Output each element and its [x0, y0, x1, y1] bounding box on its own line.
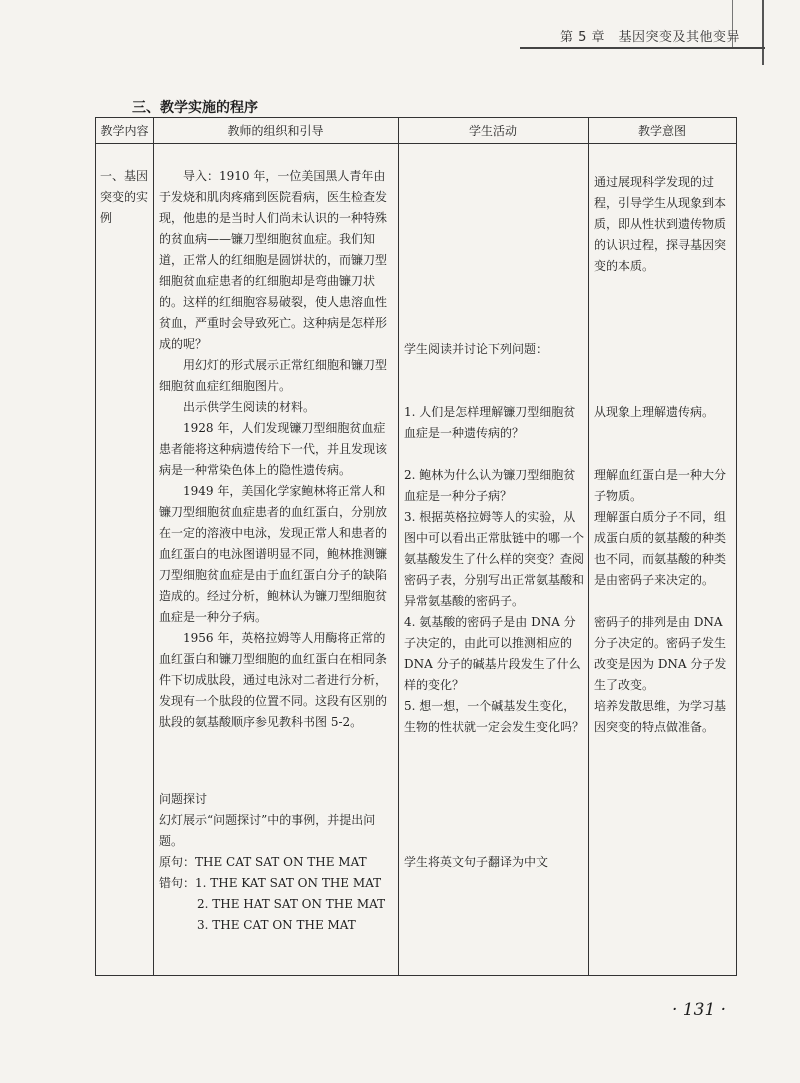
- student-translate: 学生将英文句子翻译为中文: [404, 855, 549, 869]
- intent-5: 密码子的排列是由 DNA 分子决定的。密码子发生改变是因为 DNA 分子发生了改变。: [594, 615, 727, 692]
- probe-description: 幻灯展示“问题探讨”中的事例，并提出问题。: [159, 813, 376, 848]
- teaching-table: [95, 117, 737, 976]
- teacher-slides: 用幻灯的形式展示正常红细胞和镰刀型细胞贫血症红细胞图片。: [159, 358, 388, 393]
- intent-4: 理解蛋白质分子不同，组成蛋白质的氨基酸的种类也不同，而氨基酸的种类是由密码子来决定的。: [594, 510, 727, 587]
- student-q2: 2. 鲍林为什么认为镰刀型细胞贫血症是一种分子病？: [404, 468, 576, 503]
- teacher-1956: 1956 年，英格拉姆等人用酶将正常的血红蛋白和镰刀型细胞的血红蛋白在相同条件下切成肽段，通过电泳对二者进行分析，发现有一个肽段的位置不同。这段有区别的肽段的氨基酸顺序参见教科书图 5-2。: [159, 631, 388, 729]
- teacher-intro: 导入：1910 年，一位美国黑人青年由于发烧和肌肉疼痛到医院看病，医生检查发现，他患的是当时人们尚未认识的一种特殊的贫血病——镰刀型细胞贫血症。我们知道，正常人的红细胞是圆饼状的，而镰刀型细胞贫血症患者的红细胞却是弯曲镰刀状的。这样的红细胞容易破裂，使人患溶血性贫血，严重时会导致死亡。这种病是怎样形成的呢？: [159, 169, 388, 351]
- header-content: 教学内容: [100, 124, 149, 138]
- content-topic: 一、基因突变的实例: [100, 169, 149, 225]
- teacher-1949: 1949 年，美国化学家鲍林将正常人和镰刀型细胞贫血症患者的血红蛋白，分别放在一定的溶液中电泳，发现正常人和患者的血红蛋白的电泳图谱明显不同，鲍林推测镰刀型细胞贫血症是由于血红蛋白分子的缺陷造成的。经过分析，鲍林认为镰刀型细胞贫血症是一种分子病。: [159, 484, 388, 624]
- chapter-header: 第 5 章 基因突变及其他变异: [560, 30, 741, 45]
- header-row-divider: [96, 143, 736, 144]
- wrong-sentence-2: 2. THE HAT SAT ON THE MAT: [197, 897, 386, 911]
- header-rule: [520, 47, 765, 49]
- header-teacher: 教师的组织和引导: [227, 124, 324, 138]
- wrong-sentence-1: 错句：1. THE KAT SAT ON THE MAT: [159, 876, 382, 890]
- intent-6: 培养发散思维，为学习基因突变的特点做准备。: [594, 699, 727, 734]
- column-divider: [153, 118, 154, 975]
- content-cell: [100, 166, 150, 229]
- intent-1: 通过展现科学发现的过程，引导学生从现象到本质，即从性状到遗传物质的认识过程，探寻基因突变的本质。: [594, 175, 727, 273]
- student-q5: 5. 想一想，一个碱基发生变化，生物的性状就一定会发生变化吗？: [404, 699, 585, 734]
- header-student: 学生活动: [468, 124, 517, 138]
- student-q1: 1. 人们是怎样理解镰刀型细胞贫血症是一种遗传病的？: [404, 405, 576, 440]
- header-rule-vertical: [762, 0, 764, 65]
- intent-3: 理解血红蛋白是一种大分子物质。: [594, 468, 727, 503]
- teacher-1928: 1928 年，人们发现镰刀型细胞贫血症患者能将这种病遗传给下一代，并且发现该病是一种常染色体上的隐性遗传病。: [159, 421, 388, 477]
- probe-title: 问题探讨: [159, 792, 208, 806]
- intent-2: 从现象上理解遗传病。: [594, 405, 715, 419]
- teacher-cell: [159, 166, 392, 733]
- student-q3: 3. 根据英格拉姆等人的实验，从图中可以看出正常肽链中的哪一个氨基酸发生了什么样的突变？查阅密码子表，分别写出正常氨基酸和异常氨基酸的密码子。: [404, 510, 585, 608]
- column-divider: [588, 118, 589, 975]
- student-q4: 4. 氨基酸的密码子是由 DNA 分子决定的，由此可以推测相应的 DNA 分子的碱基片段发生了什么样的变化？: [404, 615, 581, 692]
- wrong-sentence-3: 3. THE CAT ON THE MAT: [197, 918, 356, 932]
- header-intent: 教学意图: [637, 124, 686, 138]
- student-prompt: 学生阅读并讨论下列问题：: [404, 342, 549, 356]
- section-title: 三、教学实施的程序: [132, 100, 258, 116]
- original-sentence: 原句：THE CAT SAT ON THE MAT: [159, 855, 367, 869]
- page-number: · 131 ·: [672, 1000, 727, 1020]
- teacher-materials: 出示供学生阅读的材料。: [183, 400, 316, 414]
- column-divider: [398, 118, 399, 975]
- teacher-probe-cell: [159, 789, 392, 936]
